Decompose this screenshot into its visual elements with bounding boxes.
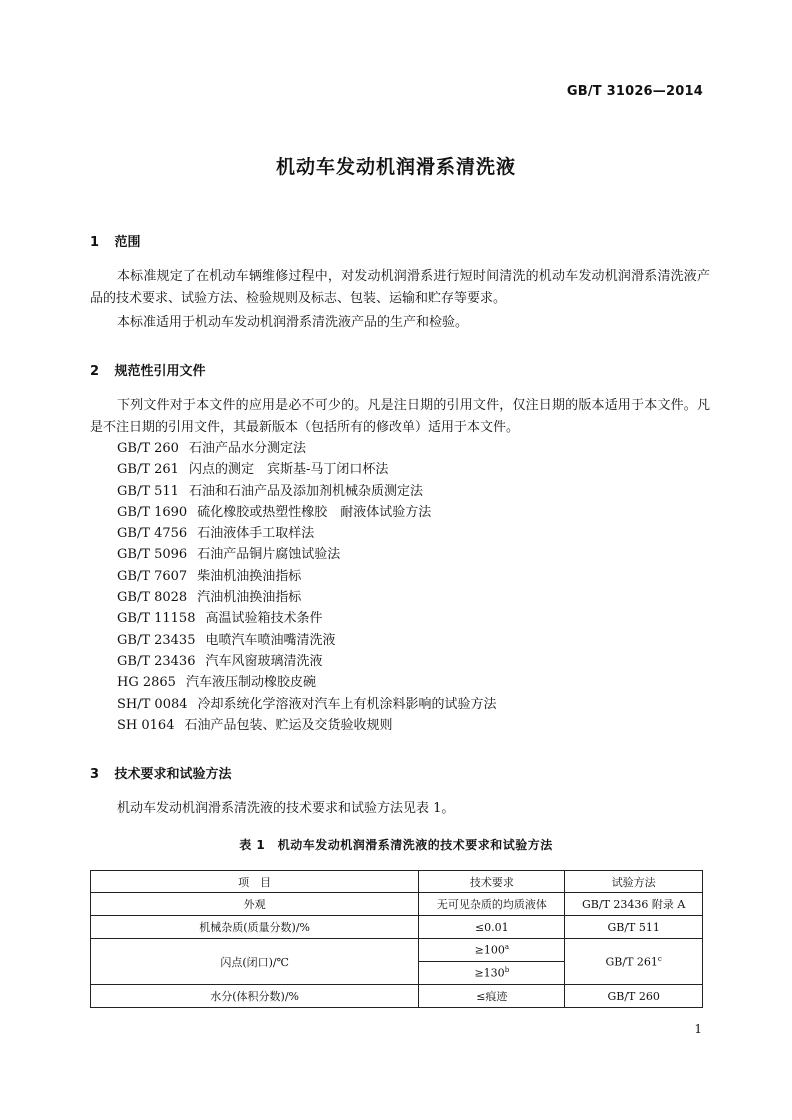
reference-title: 汽油机油换油指标 (197, 590, 302, 606)
reference-title: 汽车风窗玻璃清洗液 (205, 653, 323, 669)
reference-item (117, 438, 497, 459)
reference-title: 冷却系统化学溶液对汽车上有机涂料影响的试验方法 (197, 696, 497, 712)
reference-title: 石油产品铜片腐蚀试验法 (197, 547, 341, 563)
reference-title: 硫化橡胶或热塑性橡胶 耐液体试验方法 (197, 504, 432, 520)
value: GB/T 261 (605, 955, 658, 969)
footnote-mark: c (657, 954, 662, 963)
reference-item (117, 459, 497, 480)
section-title: 范围 (114, 235, 141, 250)
scope-paragraph-1: 本标准规定了在机动车辆维修过程中，对发动机润滑系进行短时间清洗的机动车发动机润滑系清洗液产品的技术要求、试验方法、检验规则及标志、包装、运输和贮存等要求。 (90, 269, 710, 306)
reference-item (117, 566, 497, 587)
reference-item (117, 651, 497, 672)
reference-item (117, 502, 497, 523)
requirements-intro: 机动车发动机润滑系清洗液的技术要求和试验方法见表 1。 (117, 801, 455, 816)
footnote-mark: a (504, 943, 510, 952)
cell-method: GB/T 23436 附录 A (565, 893, 703, 916)
references-intro: 下列文件对于本文件的应用是必不可少的。凡是注日期的引用文件，仅注日期的版本适用于本文件。凡是不注日期的引用文件，其最新版本（包括所有的修改单）适用于本文件。 (90, 398, 710, 435)
reference-item (117, 608, 497, 629)
standard-code: GB/T 31026—2014 (566, 84, 703, 99)
value: ≥100 (474, 943, 505, 957)
reference-title: 汽车液压制动橡胶皮碗 (185, 675, 316, 691)
header-method: 试验方法 (565, 871, 703, 893)
reference-item (117, 587, 497, 608)
cell-requirement: ≤痕迹 (419, 985, 565, 1008)
reference-code: GB/T 260 (117, 441, 179, 456)
reference-code: GB/T 4756 (117, 526, 188, 542)
cell-requirement: ≤0.01 (419, 916, 565, 939)
reference-code: GB/T 261 (117, 462, 179, 478)
reference-code: GB/T 511 (117, 483, 179, 499)
section-title: 规范性引用文件 (114, 364, 206, 379)
section-3-heading (90, 763, 232, 782)
cell-method (565, 939, 703, 985)
reference-code: GB/T 11158 (117, 611, 196, 627)
table-row (91, 916, 703, 939)
cell-requirement (419, 962, 565, 985)
value: ≥130 (474, 966, 505, 980)
reference-code: GB/T 5096 (117, 547, 188, 563)
header-requirement: 技术要求 (419, 871, 565, 893)
reference-code: GB/T 1690 (117, 504, 188, 520)
reference-item (117, 694, 497, 715)
reference-title: 石油液体手工取样法 (197, 526, 315, 542)
cell-item: 水分(体积分数)/% (91, 985, 419, 1008)
table-row (91, 985, 703, 1008)
cell-item: 闪点(闭口)/℃ (91, 939, 419, 985)
reference-code: SH 0164 (117, 717, 175, 733)
document-title: 机动车发动机润滑系清洗液 (275, 156, 516, 178)
section-number: 3 (90, 767, 100, 782)
reference-title: 高温试验箱技术条件 (205, 611, 323, 627)
reference-title: 石油产品包装、贮运及交货验收规则 (184, 717, 393, 733)
spec-table (90, 870, 703, 1008)
cell-item: 外观 (91, 893, 419, 916)
reference-code: SH/T 0084 (117, 696, 188, 712)
section-title: 技术要求和试验方法 (114, 767, 232, 782)
reference-title: 电喷汽车喷油嘴清洗液 (205, 632, 336, 648)
header-item: 项 目 (91, 871, 419, 893)
reference-item (117, 523, 497, 544)
cell-method: GB/T 511 (565, 916, 703, 939)
table-caption: 表 1 机动车发动机润滑系清洗液的技术要求和试验方法 (239, 838, 553, 852)
reference-code: GB/T 7607 (117, 568, 188, 584)
reference-item (117, 481, 497, 502)
reference-item (117, 630, 497, 651)
section-1-heading (90, 231, 141, 250)
table-row (91, 893, 703, 916)
reference-code: GB/T 23436 (117, 653, 196, 669)
table-header-row (91, 871, 703, 893)
cell-item: 机械杂质(质量分数)/% (91, 916, 419, 939)
reference-item (117, 672, 497, 693)
section-2-heading (90, 360, 206, 379)
cell-requirement: 无可见杂质的均质液体 (419, 893, 565, 916)
footnote-mark: b (504, 966, 510, 975)
cell-requirement (419, 939, 565, 962)
page-number: 1 (694, 1022, 702, 1036)
table-row (91, 939, 703, 962)
cell-method: GB/T 260 (565, 985, 703, 1008)
reference-code: HG 2865 (117, 675, 176, 691)
reference-title: 柴油机油换油指标 (197, 568, 302, 584)
reference-list (117, 438, 497, 736)
reference-item (117, 715, 497, 736)
reference-code: GB/T 8028 (117, 590, 188, 606)
section-number: 2 (90, 364, 100, 379)
reference-title: 石油产品水分测定法 (188, 441, 306, 456)
section-number: 1 (90, 235, 100, 250)
reference-code: GB/T 23435 (117, 632, 196, 648)
scope-paragraph-2: 本标准适用于机动车发动机润滑系清洗液产品的生产和检验。 (117, 315, 469, 330)
reference-item (117, 544, 497, 565)
reference-title: 闪点的测定 宾斯基-马丁闭口杯法 (188, 462, 389, 478)
reference-title: 石油和石油产品及添加剂机械杂质测定法 (188, 483, 423, 499)
